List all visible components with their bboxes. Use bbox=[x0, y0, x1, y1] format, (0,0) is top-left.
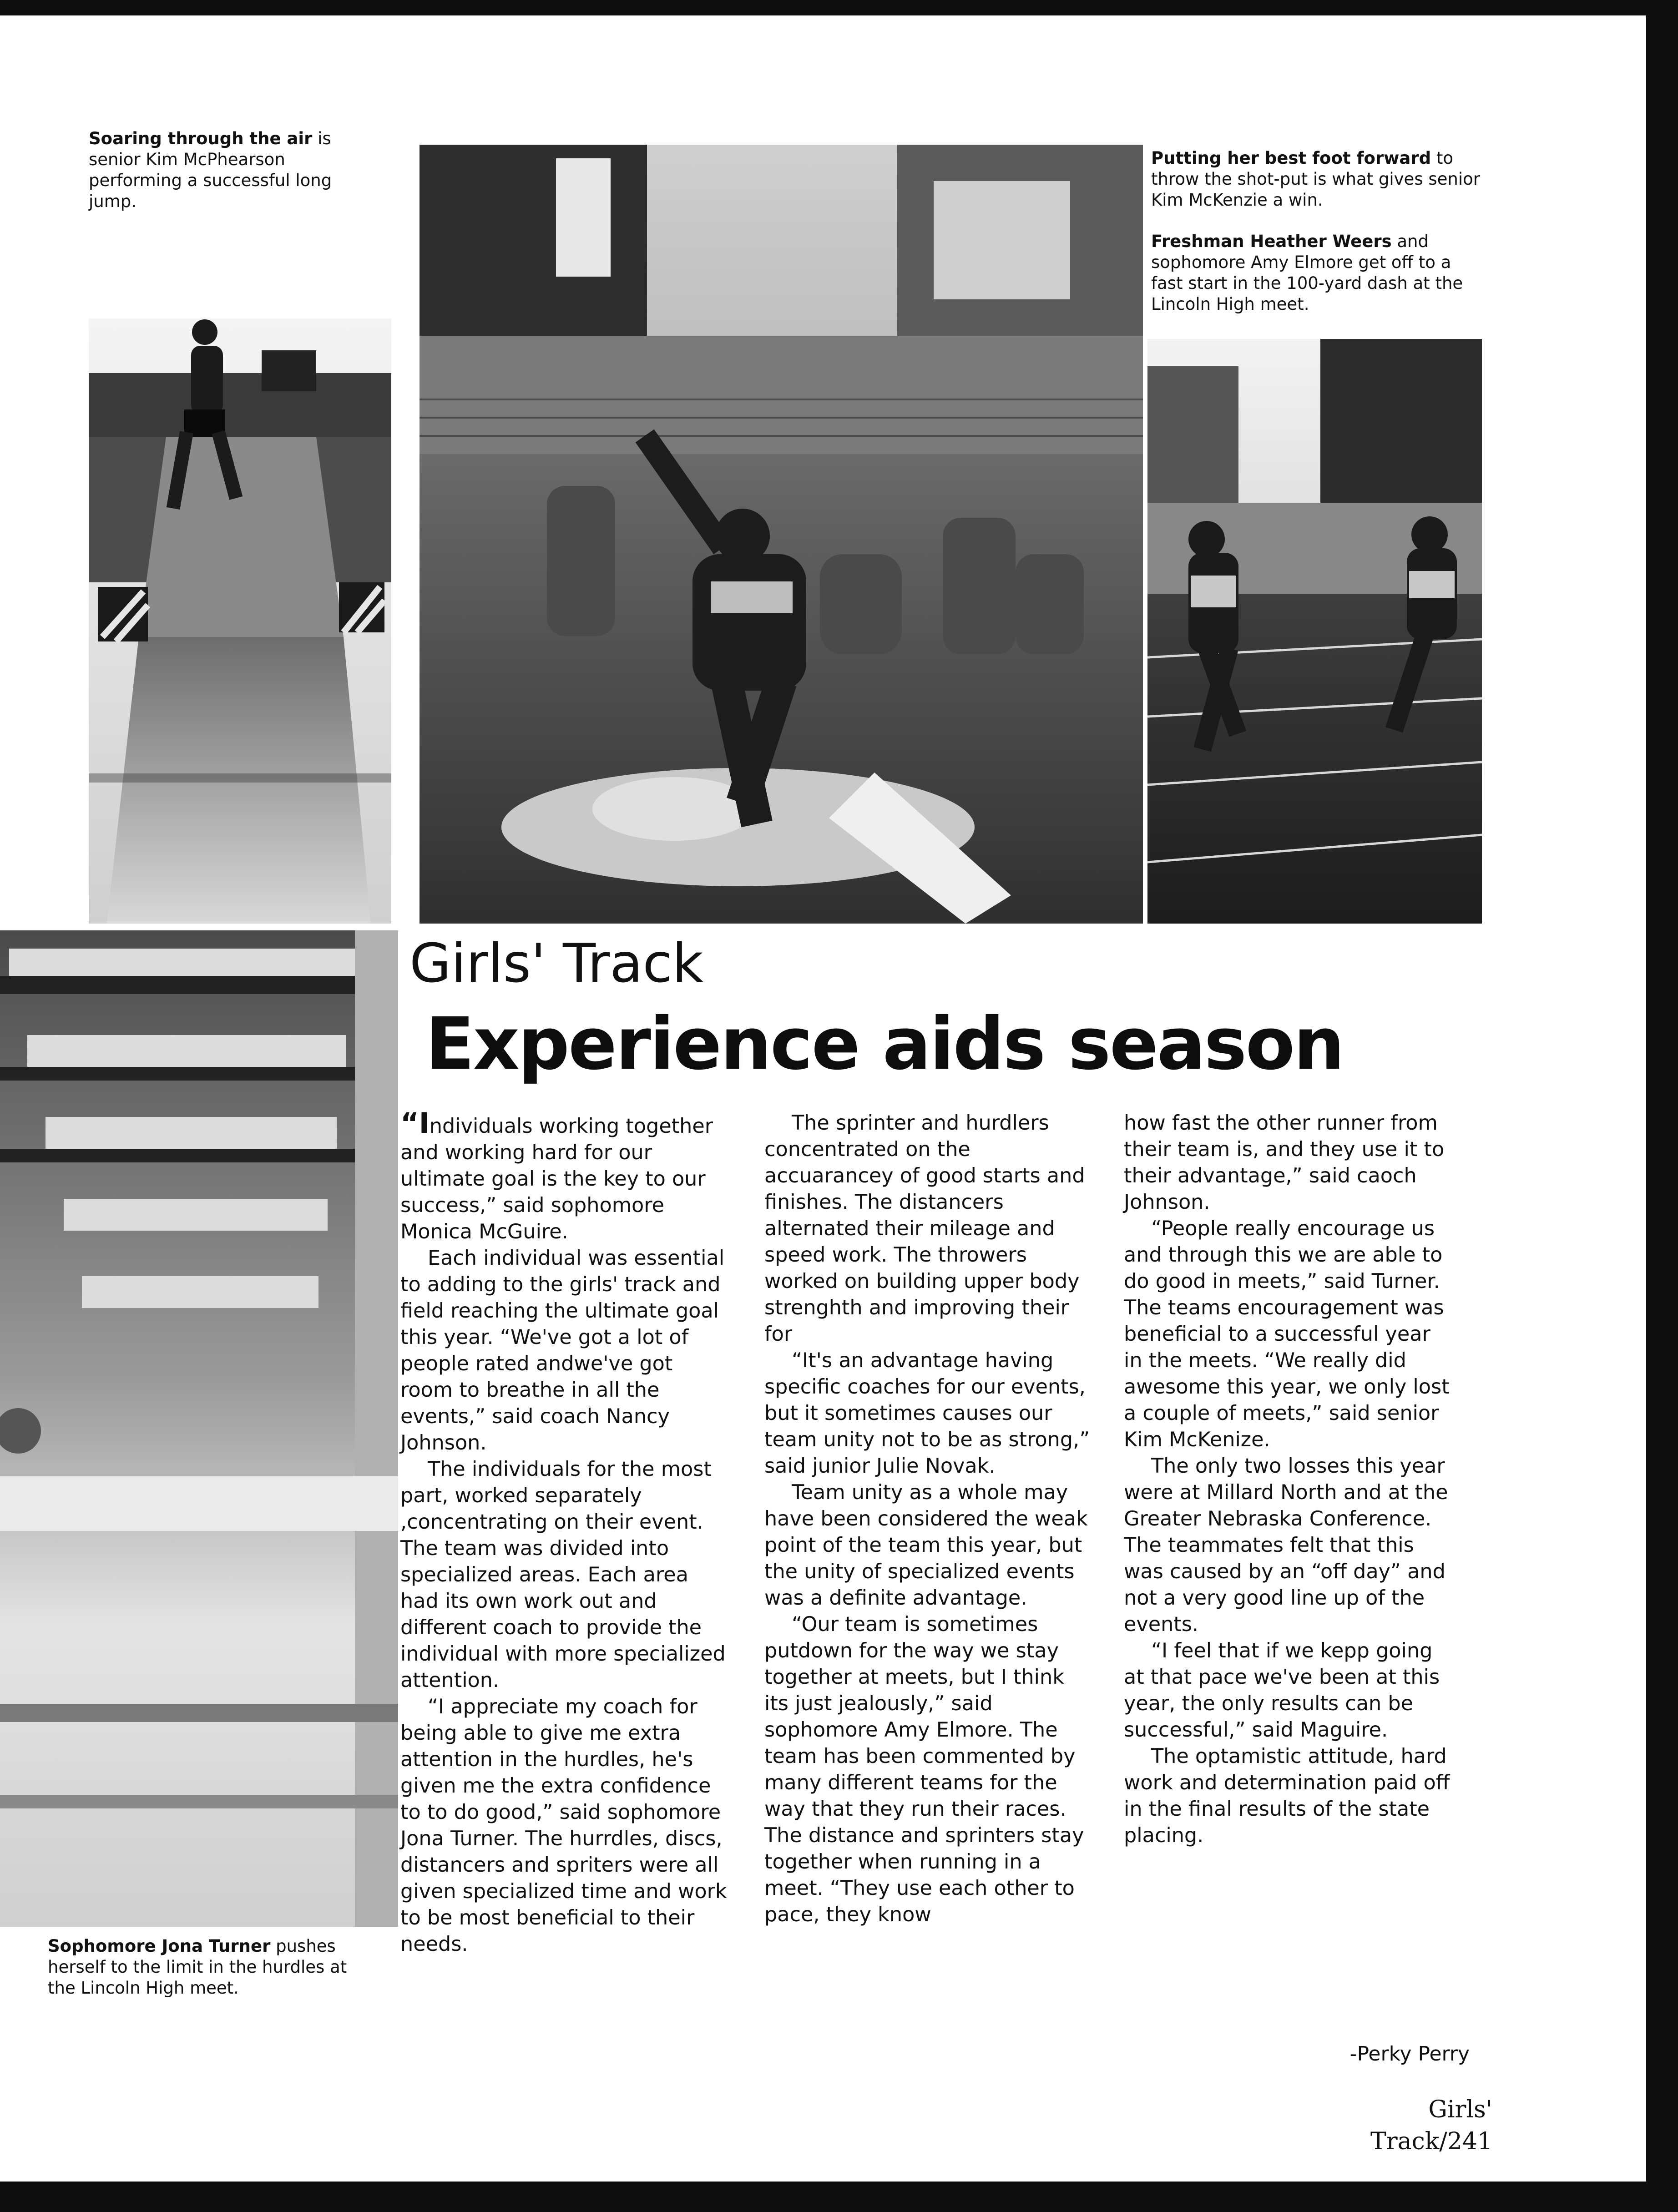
article-column-3 bbox=[1124, 1110, 1451, 2029]
caption-text: pushes herself to the limit in the hurdles at the Lincoln High meet. bbox=[48, 1936, 347, 1998]
page-folio: Girls' Track/241 bbox=[1370, 2096, 1492, 2155]
article-paragraph: The individuals for the most part, worked separately ,concentrating on their event. The team was divided into specialized areas. Each area had its own work out and different coach to provide the individual with more specialized attention. bbox=[400, 1458, 726, 1692]
article-paragraph: Each individual was essential to adding to the girls' track and field reaching the ultimate goal this year. “We've got a lot of people rated andwe've got room to breathe in all the events,” said coach Nancy Johnson. bbox=[400, 1247, 725, 1454]
shot-put-caption bbox=[1151, 148, 1483, 211]
article-paragraph: “People really encourage us and through this we are able to do good in meets,” said Turner. The teams encouragement was beneficial to a successful year in the meets. “We really did awesome this year, we only lost a couple of meets,” said senior Kim McKenize. bbox=[1124, 1217, 1450, 1451]
shot-put-photo bbox=[420, 145, 1143, 924]
article-paragraph: Team unity as a whole may have been considered the weak point of the team this year, but the unity of specialized events was a definite advantage. bbox=[764, 1481, 1088, 1610]
article-paragraph: “It's an advantage having specific coaches for our events, but it sometimes causes our team unity not to be as strong,” said junior Julie Novak. bbox=[764, 1349, 1090, 1478]
page-frame-top bbox=[0, 0, 1678, 15]
article-byline: -Perky Perry bbox=[1349, 2042, 1470, 2066]
caption-lead: Sophomore Jona Turner bbox=[48, 1936, 271, 1956]
caption-text: is senior Kim McPhearson performing a successful long jump. bbox=[89, 129, 332, 211]
article-paragraph: “Individuals working together and working hard for our ultimate goal is the key to our success,” said sophomore Monica McGuire. bbox=[400, 1106, 713, 1243]
article-paragraph: “I appreciate my coach for being able to give me extra attention in the hurdles, he's given me the extra confidence to to do good,” said sophomore Jona Turner. The hurrdles, discs, distancers and spriters were all given specialized time and work to be most beneficial to their needs. bbox=[400, 1695, 727, 1956]
long-jump-caption bbox=[89, 128, 380, 212]
section-kicker: Girls' Track bbox=[409, 932, 703, 995]
caption-lead: Freshman Heather Weers bbox=[1151, 232, 1392, 251]
article-paragraph: The optamistic attitude, hard work and determination paid off in the final results of the state placing. bbox=[1124, 1745, 1450, 1847]
hurdles-photo bbox=[0, 930, 398, 1927]
page-frame-right bbox=[1646, 0, 1678, 2212]
drop-cap: “I bbox=[400, 1106, 430, 1140]
article-paragraph: “I feel that if we kepp going at that pace we've been at this year, the only results can be successful,” said Maguire. bbox=[1124, 1639, 1440, 1742]
dash-caption bbox=[1151, 231, 1483, 315]
article-paragraph: The only two losses this year were at Millard North and at the Greater Nebraska Conference. The teammates felt that this was caused by an “off day” and not a very good line up of the events. bbox=[1124, 1454, 1448, 1636]
article-column-2 bbox=[764, 1110, 1092, 2029]
hurdles-caption bbox=[48, 1936, 375, 1999]
article-paragraph: The sprinter and hurdlers concentrated on the accuarancey of good starts and finishes. The distancers alternated their mileage and speed work. The throwers worked on building upper body strenghth and improving their for bbox=[764, 1111, 1085, 1346]
caption-text: and sophomore Amy Elmore get off to a fast start in the 100-yard dash at the Lincoln High meet. bbox=[1151, 232, 1463, 314]
caption-lead: Soaring through the air bbox=[89, 129, 313, 148]
article-paragraph: how fast the other runner from their team is, and they use it to their advantage,” said caoch Johnson. bbox=[1124, 1111, 1445, 1214]
article-headline: Experience aids season bbox=[425, 1002, 1344, 1086]
caption-lead: Putting her best foot forward bbox=[1151, 148, 1431, 168]
dash-photo bbox=[1147, 339, 1482, 924]
page-frame-bottom bbox=[0, 2182, 1678, 2212]
caption-text: to throw the shot-put is what gives senior Kim McKenzie a win. bbox=[1151, 148, 1480, 210]
article-paragraph: “Our team is sometimes putdown for the way we stay together at meets, but I think its just jealously,” said sophomore Amy Elmore. The team has been commented by many different teams for the way that they run their races. The distance and sprinters stay together when running in a meet. “They use each other to pace, they know bbox=[764, 1613, 1084, 1926]
article-column-1 bbox=[400, 1106, 728, 2029]
long-jump-photo bbox=[89, 318, 391, 924]
